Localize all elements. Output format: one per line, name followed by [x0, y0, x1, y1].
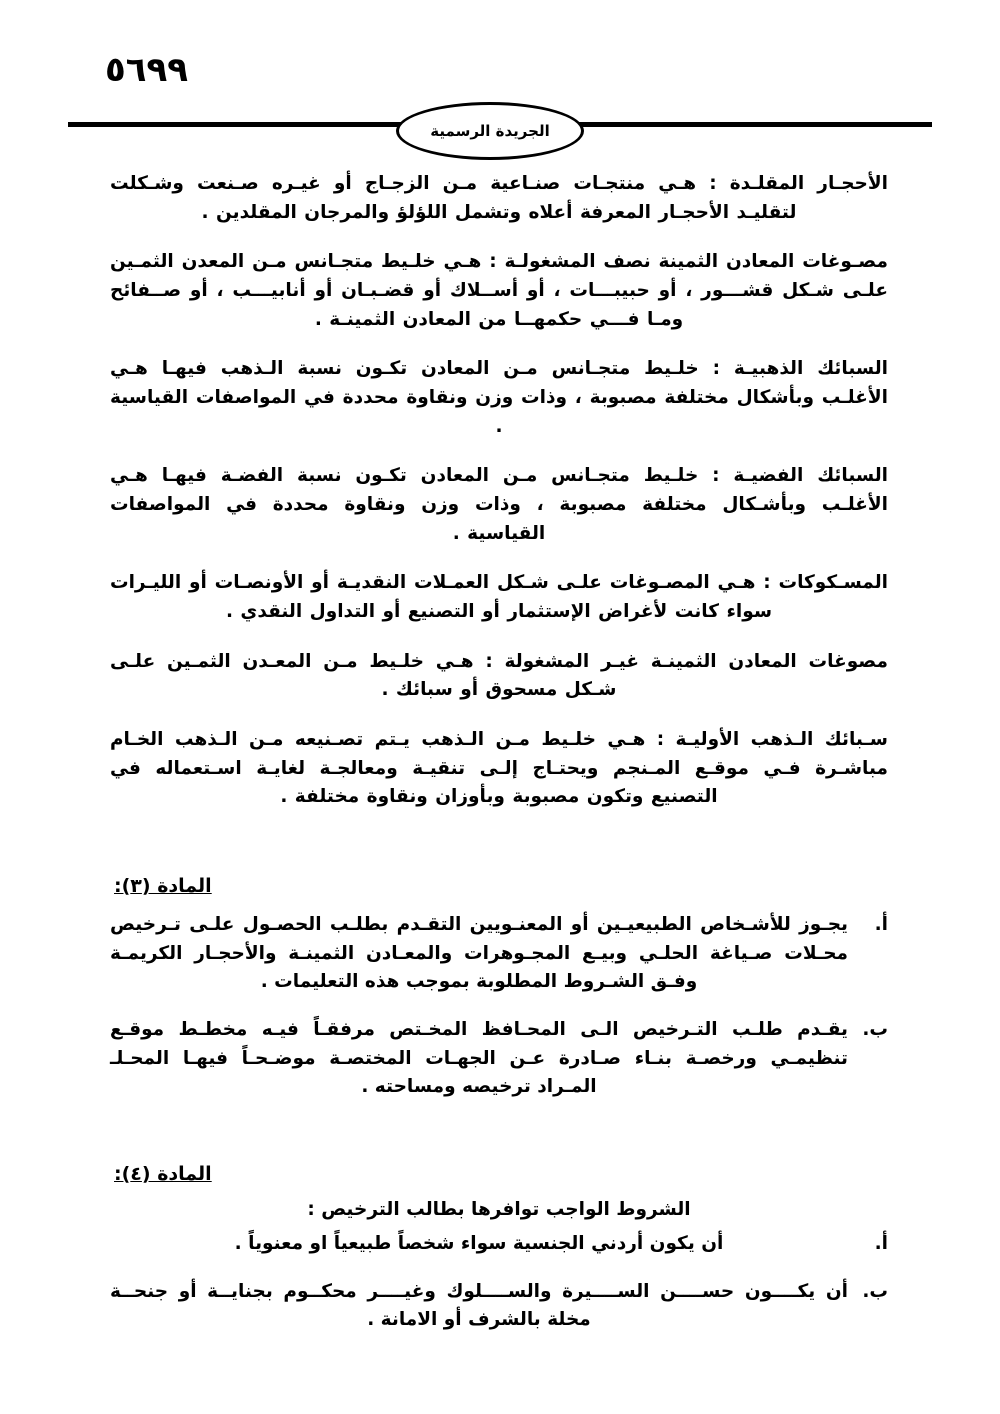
gazette-badge — [396, 102, 584, 160]
list-item-text: يقـدم طلـب التـرخيص الـى المحـافظ المخـتص مرفقـاً فيـه مخطـط موقـع تنظيمـي ورخصـة بنـاء صـادرة عـن الجهـات المختصـة موضـحـاً فيهـا المحـلـ المـراد ترخيصه ومساحته . — [110, 1019, 848, 1098]
definition-paragraph: السبائك الفضيـة : خلـيط متجـانس مـن المعادن تكـون نسبة الفضـة فيهـا هـي الأغلـب وبأشـكال مختلفة مصبوبة ، وذات وزن ونقاوة محددة في المواصفات القياسية . — [110, 465, 888, 544]
list-item — [110, 1230, 888, 1259]
definition-paragraph: سـبائك الـذهب الأوليـة : هـي خلـيط مـن الـذهب يـتم تصـنيعه مـن الـذهب الخـام مباشـرة فـي موقـع المـنجم ويحتـاج إلـى تنقيـة ومعالجـة لغايـة اسـتعماله في التصنيع وتكون مصبوبة وبأوزان ونقاوة مختلفة . — [110, 729, 888, 808]
article-4-list — [110, 1230, 888, 1335]
list-item — [110, 1278, 888, 1335]
list-item-marker: أ. — [874, 1233, 888, 1255]
list-item — [110, 1016, 888, 1102]
definition-paragraph: الأحجـار المقلـدة : هـي منتجـات صنـاعية مـن الزجـاج أو غيـره صـنعت وشـكلت لتقليـد الأحجـار المعرفة أعلاه وتشمل اللؤلؤ والمرجان المقلدين . — [110, 173, 888, 223]
section-spacer — [110, 833, 888, 875]
document-body — [110, 170, 888, 1354]
list-item-text: أن يكون أردني الجنسية سواء شخصاً طبيعياً او معنوياً . — [234, 1233, 724, 1255]
page-number: ٥٦٩٩ — [105, 50, 189, 90]
article-4-heading — [110, 1163, 888, 1185]
definition-paragraph: السبائك الذهبيـة : خلـيط متجـانس مـن المعادن تكـون نسبة الـذهب فيهـا هـي الأغلـب وبأشكال مختلفة مصبوبة ، وذات وزن ونقاوة محددة في المواصفات القياسية . — [110, 358, 888, 437]
article-4-intro: الشروط الواجب توافرها بطالب الترخيص : — [307, 1199, 691, 1221]
list-item-text: يجـوز للأشـخاص الطبيعيـين أو المعنـويين التقـدم بطلـب الحصـول علـى تـرخيص محـلات صـياغة الحلـي وبيـع المجـوهرات والمعـادن الثمينـة والأحجـار الكريمـة وفـق الشـروط المطلوبة بموجب هذه التعليمات . — [110, 914, 848, 993]
definition-paragraph: مصوغات المعادن الثمينـة غيـر المشغولة : هـي خلـيط مـن المعـدن الثمـين علـى شـكل مسحوق أو سبائك . — [110, 650, 888, 701]
gazette-label: الجريدة الرسمية — [430, 122, 550, 140]
list-item-marker: ب. — [862, 1280, 888, 1302]
article-3-heading — [110, 875, 888, 897]
list-item-marker: ب. — [862, 1019, 888, 1041]
list-item — [110, 911, 888, 997]
section-spacer — [110, 1121, 888, 1163]
definition-paragraph: مصـوغات المعادن الثمينة نصف المشغولـة : هـي خلـيط متجـانس مـن المعدن الثمـين علـى شـكل قشـــور ، أو حبيبـــات ، أو أســلاك أو قضـبـان أو أنابيـــب ، أو صــفائح ومـا فـــي حكمهــا من المعادن الثمينـة . — [110, 251, 888, 330]
article-3-list — [110, 911, 888, 1102]
list-item-text: أن يكــــون حســــن الســــيرة والســــلوك وغيــــر محكــوم بجنايــة أو جنحــة مخلة بالشرف أو الامانة . — [110, 1280, 848, 1331]
article-4-heading-text: المادة (٤): — [114, 1163, 212, 1186]
definition-paragraph: المسـكوكات : هـي المصـوغات علـى شـكل العمـلات النقديـة أو الأونصـات أو الليـرات سواء كانت لأغراض الإستثمار أو التصنيع أو التداول النقدي . — [110, 572, 888, 623]
list-item-marker: أ. — [874, 914, 888, 936]
article-3-heading-text: المادة (٣): — [114, 875, 212, 898]
